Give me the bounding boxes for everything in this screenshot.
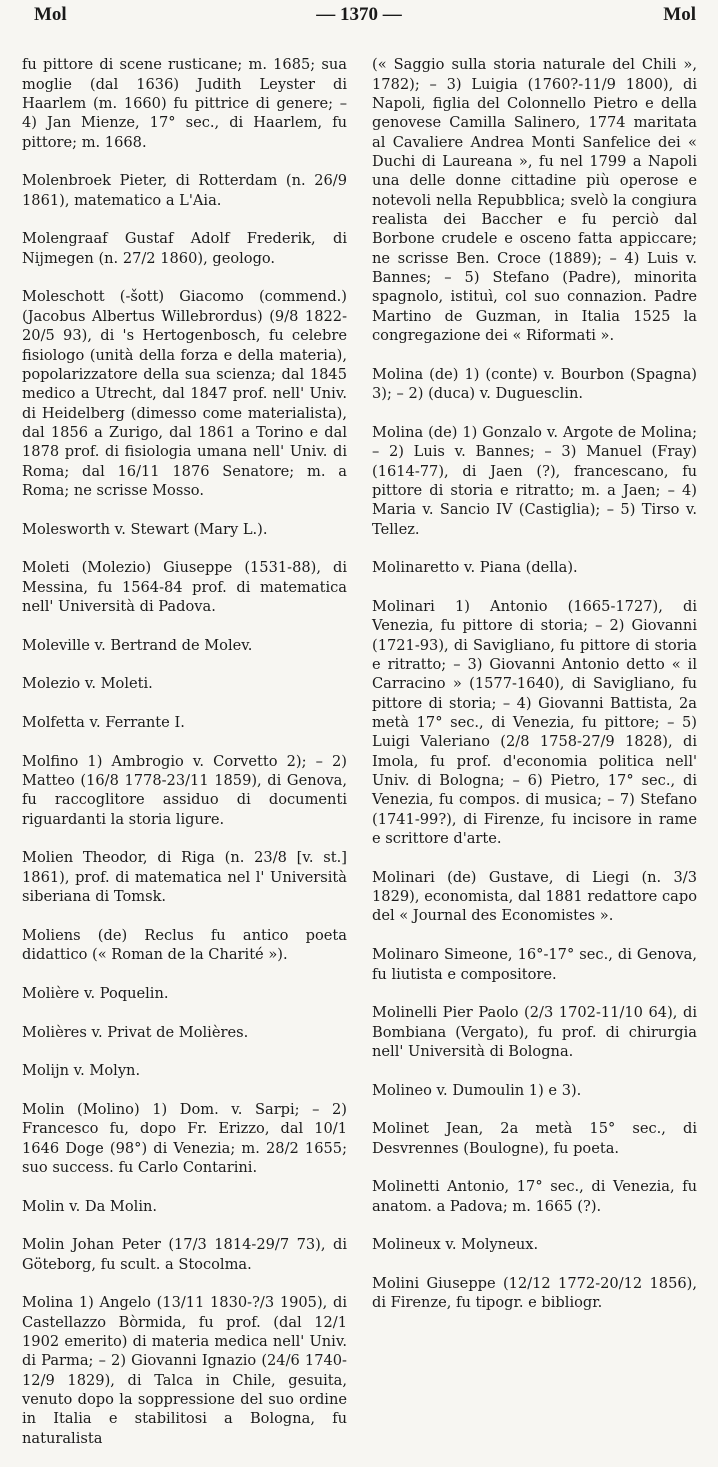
entry-right-8: Molineo v. Dumoulin 1) e 3).	[372, 1081, 582, 1099]
entry-right-2: Molina (de) 1) Gonzalo v. Argote de Molina; – 2) Luis v. Bannes; – 3) Manuel (Fray) (1614-77), di Jaen (?), francescano, fu pittore di storia e ritratto; m. a Jaen; – 4) Maria v. Sancio IV (Castiglia); – 5) Tirso v. Tellez.	[372, 423, 697, 538]
right-column	[372, 36, 697, 1332]
entry-left-10: Molien Theodor, di Riga (n. 23/8 [v. st.] 1861), prof. di matematica nel l' Università siberiana di Tomsk.	[22, 849, 347, 906]
entry-left-9: Molfino 1) Ambrogio v. Corvetto 2); – 2) Matteo (16/8 1778-23/11 1859), di Genova, fu raccoglitore assiduo di documenti riguardanti la storia ligure.	[22, 752, 347, 828]
entry-right-1: Molina (de) 1) (conte) v. Bourbon (Spagna) 3); – 2) (duca) v. Duguesclin.	[372, 365, 697, 403]
entry-left-0: fu pittore di scene rusticane; m. 1685; sua moglie (dal 1636) Judith Leyster di Haarlem (m. 1660) fu pittrice di genere; – 4) Jan Mienze, 17° sec., di Haarlem, fu pittore; m. 1668.	[22, 56, 347, 151]
entry-left-12: Molière v. Poquelin.	[22, 984, 169, 1002]
entry-right-10: Molinetti Antonio, 17° sec., di Venezia, fu anatom. a Padova; m. 1665 (?).	[372, 1178, 697, 1215]
entry-left-3: Moleschott (-šott) Giacomo (commend.) (Jacobus Albertus Willebrordus) (9/8 1822-20/5 93), di 's Hertogenbosch, fu celebre fisiologo (unità della forza e della materia), popolarizzatore della sua scienza; dal 1845 medico a Utrecht, dal 1847 prof. nell' Univ. di Heidelberg (dimesso come materialista), dal 1856 a Zurigo, dal 1861 a Torino e dal 1878 prof. di fisiologia umana nell' Univ. di Roma; dal 16/11 1876 Senatore; m. a Roma; ne scrisse Mosso.	[22, 288, 347, 499]
entry-left-8: Molfetta v. Ferrante I.	[22, 714, 185, 732]
left-column	[22, 36, 347, 1467]
entry-right-3: Molinaretto v. Piana (della).	[372, 559, 578, 577]
header-left-word: Mol	[34, 4, 67, 25]
entry-left-13: Molières v. Privat de Molières.	[22, 1023, 249, 1041]
entry-left-6: Moleville v. Bertrand de Molev.	[22, 636, 253, 654]
entry-right-9: Molinet Jean, 2a metà 15° sec., di Desvrennes (Boulogne), fu poeta.	[372, 1120, 697, 1157]
entry-right-5: Molinari (de) Gustave, di Liegi (n. 3/3 1829), economista, dal 1881 redattore capo del « Journal des Economistes ».	[372, 868, 697, 925]
entry-left-17: Molin Johan Peter (17/3 1814-29/7 73), di Göteborg, fu scult. a Stocolma.	[22, 1236, 347, 1273]
entry-right-11: Molineux v. Molyneux.	[372, 1236, 539, 1254]
entry-right-6: Molinaro Simeone, 16°-17° sec., di Genova, fu liutista e compositore.	[372, 946, 697, 983]
entry-left-1: Molenbroek Pieter, di Rotterdam (n. 26/9 1861), matematico a L'Aia.	[22, 172, 347, 209]
entry-left-5: Moleti (Molezio) Giuseppe (1531-88), di Messina, fu 1564-84 prof. di matematica nell' Università di Padova.	[22, 559, 347, 615]
entry-left-14: Molijn v. Molyn.	[22, 1062, 141, 1080]
entry-left-2: Molengraaf Gustaf Adolf Frederik, di Nijmegen (n. 27/2 1860), geologo.	[22, 230, 347, 267]
entry-right-7: Molinelli Pier Paolo (2/3 1702-11/10 64), di Bombiana (Vergato), fu prof. di chirurgia nell' Università di Bologna.	[372, 1004, 697, 1060]
entry-left-11: Moliens (de) Reclus fu antico poeta didattico (« Roman de la Charité »).	[22, 926, 347, 964]
entry-left-4: Molesworth v. Stewart (Mary L.).	[22, 520, 268, 538]
entry-right-12: Molini Giuseppe (12/12 1772-20/12 1856), di Firenze, fu tipogr. e bibliogr.	[372, 1275, 697, 1312]
header-right-word: Mol	[663, 4, 696, 25]
entry-left-18: Molina 1) Angelo (13/11 1830-?/3 1905), di Castellazzo Bòrmida, fu prof. (dal 12/1 1902 emerito) di materia medica nell' Univ. di Parma; – 2) Giovanni Ignazio (24/6 1740-12/9 1829), di Talca in Chile, gesuita, venuto dopo la soppressione del suo ordine in Italia e stabilitosi a Bologna, fu naturalista	[22, 1294, 347, 1447]
entry-left-16: Molin v. Da Molin.	[22, 1197, 158, 1215]
entry-right-4: Molinari 1) Antonio (1665-1727), di Venezia, fu pittore di storia; – 2) Giovanni (1721-93), di Savigliano, fu pittore di storia e ritratto; – 3) Giovanni Antonio detto « il Carracino » (1577-1640), di Savigliano, fu pittore di storia; – 4) Giovanni Battista, 2a metà 17° sec., di Venezia, fu pittore; – 5) Luigi Valeriano (2/8 1758-27/9 1828), di Imola, fu prof. d'economia politica nell' Univ. di Bologna; – 6) Pietro, 17° sec., di Venezia, fu compos. di musica; – 7) Stefano (1741-99?), di Firenze, fu incisore in rame e scrittore d'arte.	[372, 597, 697, 848]
page-header	[0, 0, 718, 30]
entry-right-0: (« Saggio sulla storia naturale del Chili », 1782); – 3) Luigia (1760?-11/9 1800), di Napoli, figlia del Colonnello Pietro e della genovese Camilla Salinero, 1774 maritata al Cavaliere Andrea Monti Sanfelice dei « Duchi di Laureana », fu nel 1799 a Napoli una delle donne cittadine più operose e notevoli nella Repubblica; svelò la congiura realista dei Baccher e fu perciò dal Borbone crudele e osceno fatta appiccare; ne scrisse Ben. Croce (1889); – 4) Luis v. Bannes; – 5) Stefano (Padre), minorita spagnolo, istituì, col suo connazion. Padre Martino de Guzman, in Italia 1525 la congregazione dei « Riformati ».	[372, 56, 697, 345]
entry-left-7: Molezio v. Moleti.	[22, 675, 153, 693]
entry-left-15: Molin (Molino) 1) Dom. v. Sarpi; – 2) Francesco fu, dopo Fr. Erizzo, dal 10/1 1646 Doge (98°) di Venezia; m. 28/2 1655; suo success. fu Carlo Contarini.	[22, 1100, 347, 1176]
page-number: — 1370 —	[316, 4, 402, 25]
